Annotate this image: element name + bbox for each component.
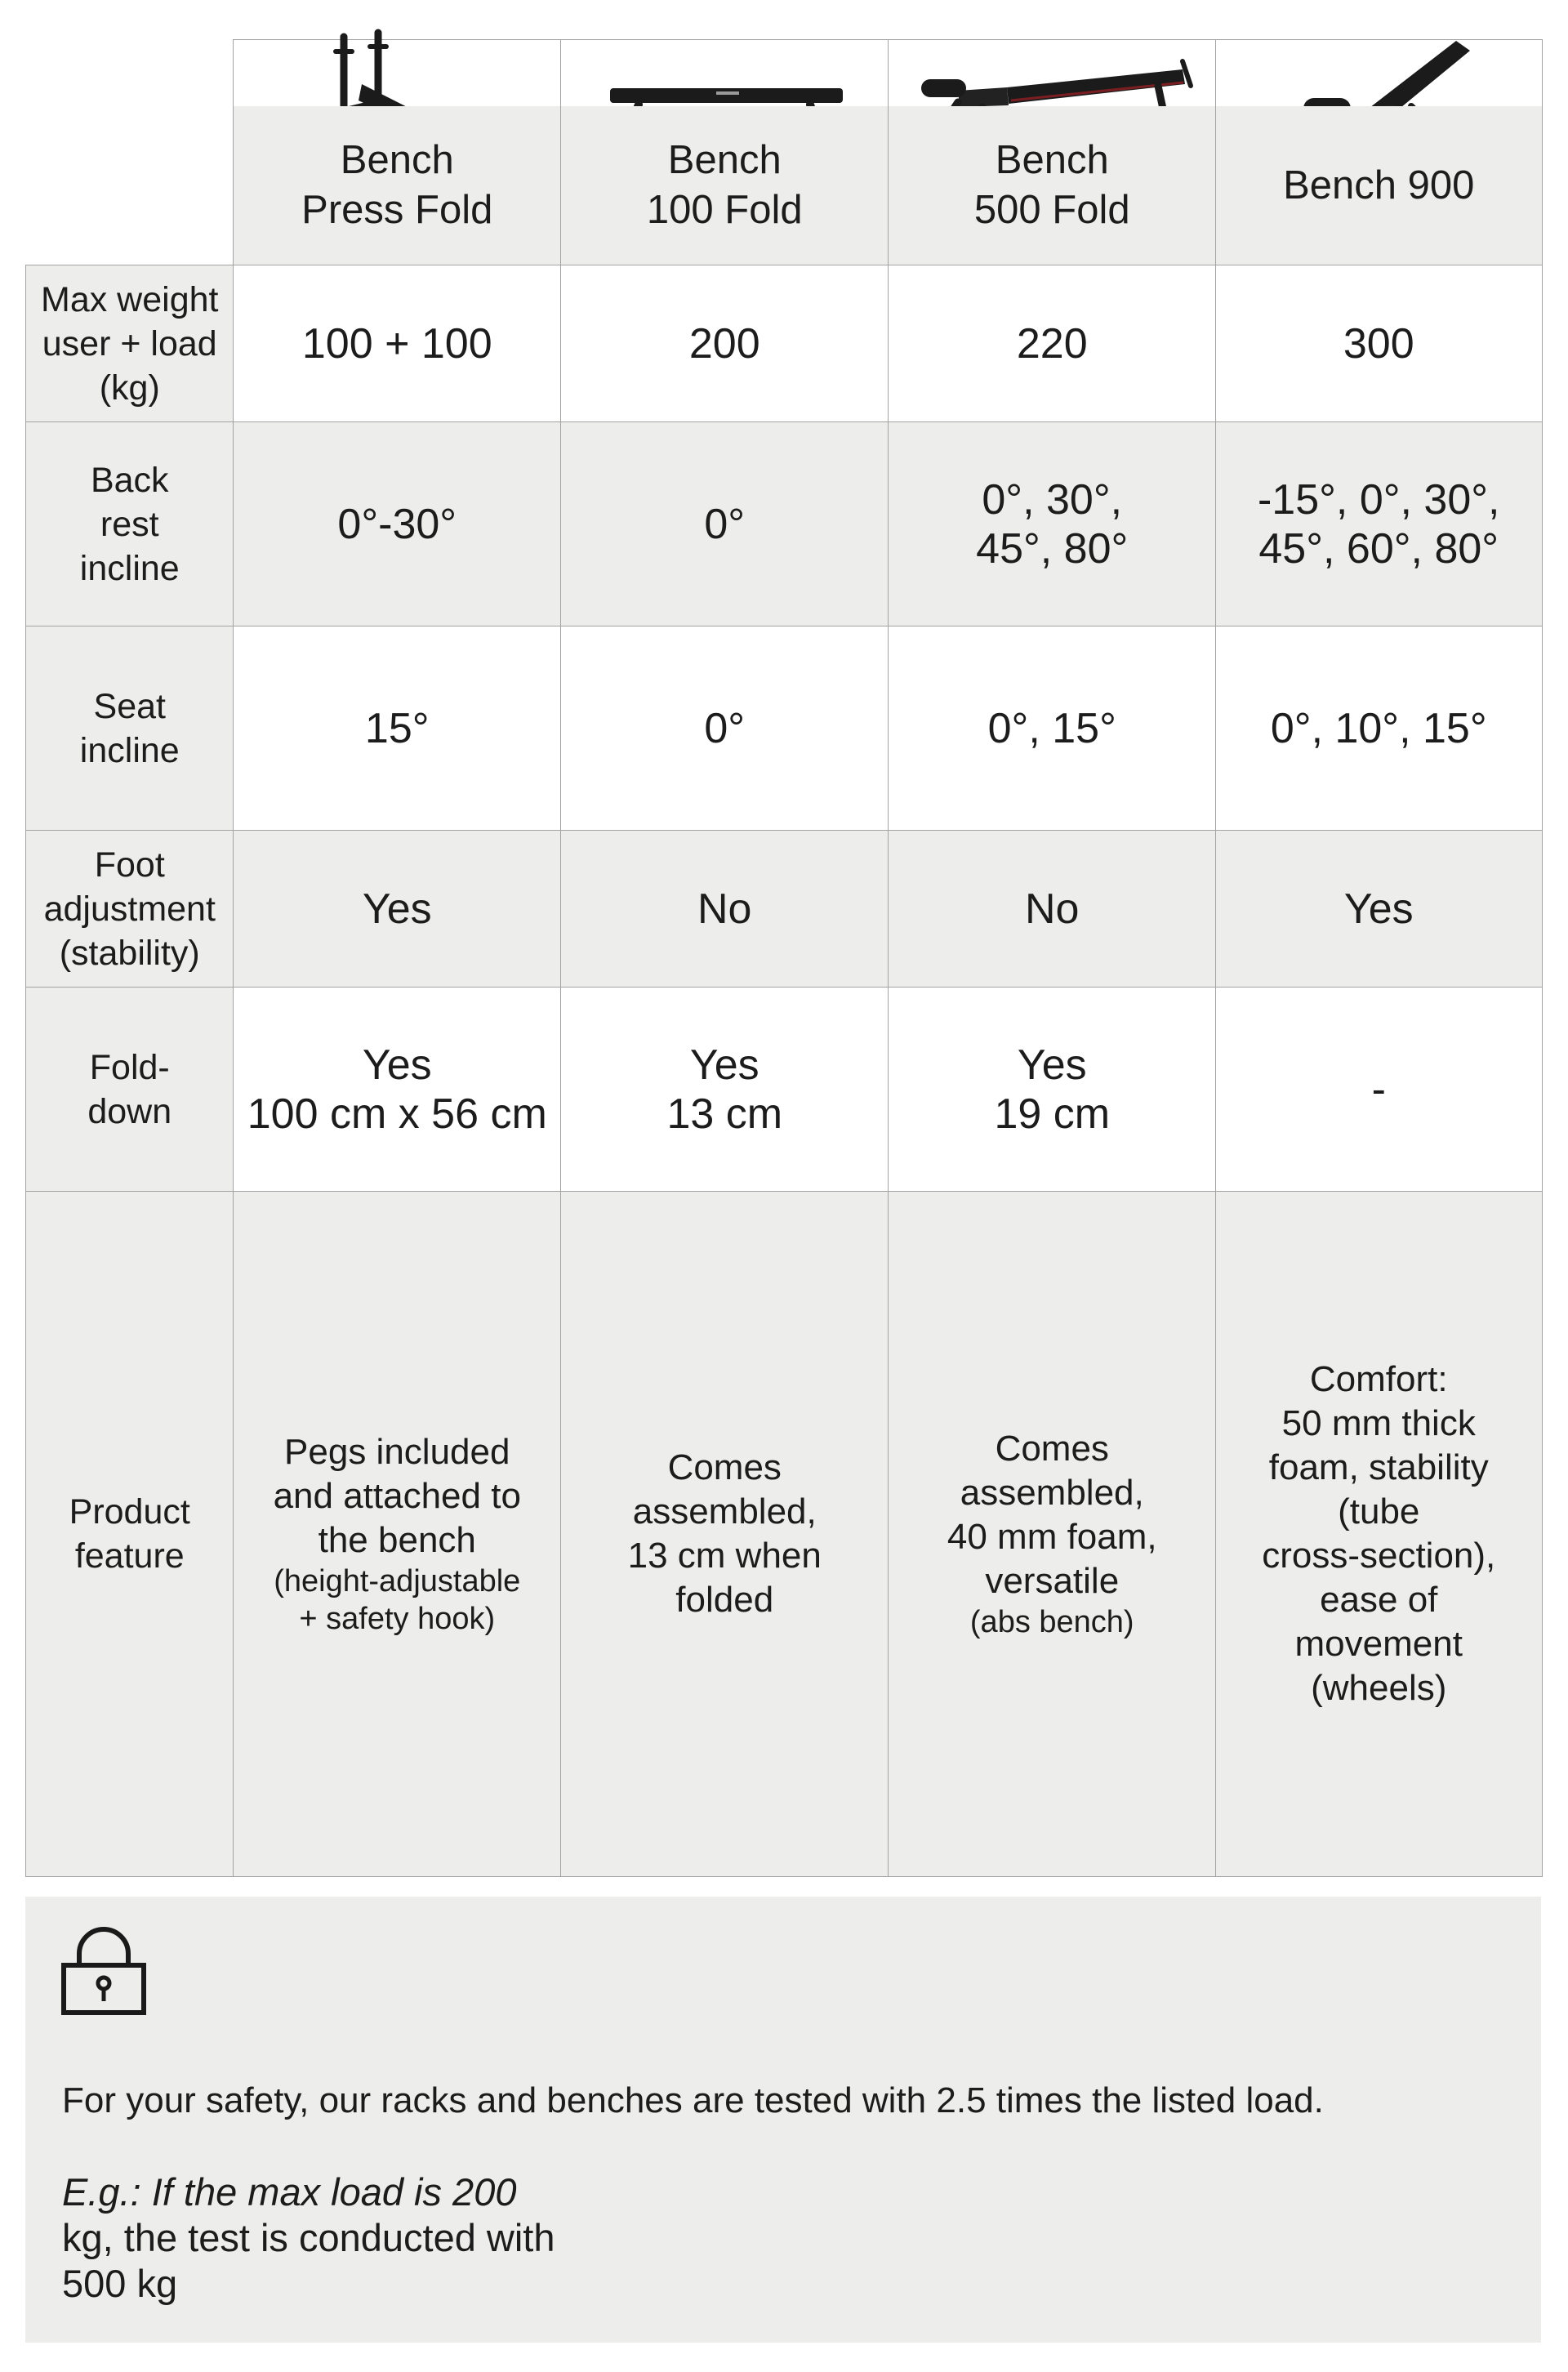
row-label: user + load bbox=[42, 323, 217, 363]
product-name-cell bbox=[233, 106, 562, 266]
product-name: Bench bbox=[995, 138, 1109, 183]
row-label-cell bbox=[25, 265, 234, 423]
spec-value: 200 bbox=[688, 319, 760, 368]
row-label-cell bbox=[25, 1191, 234, 1877]
spec-value: 15° bbox=[364, 704, 430, 752]
spec-value-cell bbox=[1215, 421, 1543, 627]
spec-value: 0° bbox=[704, 704, 746, 752]
safety-example-line: kg, the test is conducted with bbox=[62, 2216, 555, 2259]
product-name: Bench bbox=[340, 138, 454, 183]
row-label: (kg) bbox=[99, 368, 160, 408]
spec-value: 300 bbox=[1343, 319, 1414, 368]
padlock-icon bbox=[61, 1926, 146, 2016]
safety-example-line: 500 kg bbox=[62, 2262, 178, 2305]
row-label: adjustment bbox=[43, 889, 216, 929]
spec-value: - bbox=[1371, 1065, 1386, 1113]
feature-note: + safety hook) bbox=[299, 1601, 496, 1636]
row-label: rest bbox=[100, 504, 159, 544]
spec-value-cell bbox=[560, 626, 889, 832]
spec-value-cell bbox=[1215, 830, 1543, 988]
spec-value-cell bbox=[233, 626, 562, 832]
row-label: (stability) bbox=[59, 933, 200, 973]
feature-text: assembled, bbox=[960, 1472, 1144, 1513]
spec-value-cell bbox=[560, 421, 889, 627]
spec-value-cell bbox=[1215, 987, 1543, 1193]
spec-value: Yes bbox=[362, 885, 432, 933]
spec-value-cell bbox=[560, 265, 889, 423]
row-label-cell bbox=[25, 626, 234, 832]
feature-text: Comes bbox=[995, 1428, 1109, 1469]
feature-text: Pegs included bbox=[284, 1431, 510, 1472]
row-label: feature bbox=[74, 1536, 185, 1576]
row-label: Foot bbox=[94, 845, 165, 885]
row-label: Product bbox=[69, 1491, 190, 1532]
spec-value-cell bbox=[233, 830, 562, 988]
spec-value: No bbox=[1025, 885, 1080, 933]
spec-value: 45°, 60°, 80° bbox=[1258, 524, 1499, 573]
spec-value-cell bbox=[233, 987, 562, 1193]
spec-value: 0°, 30°, bbox=[982, 475, 1123, 524]
feature-value-cell bbox=[888, 1191, 1217, 1877]
spec-value: 0°-30° bbox=[337, 500, 457, 548]
feature-text: movement bbox=[1294, 1623, 1463, 1664]
spec-value-cell bbox=[560, 987, 889, 1193]
feature-text: 40 mm foam, bbox=[947, 1516, 1157, 1557]
spec-value: 19 cm bbox=[994, 1090, 1111, 1138]
spec-value: 45°, 80° bbox=[976, 524, 1129, 573]
spec-value: 0° bbox=[704, 500, 746, 548]
feature-text: ease of bbox=[1320, 1579, 1438, 1620]
feature-value-cell bbox=[1215, 1191, 1543, 1877]
row-label: Max weight bbox=[41, 279, 219, 319]
row-label-cell bbox=[25, 987, 234, 1193]
feature-value-cell bbox=[233, 1191, 562, 1877]
row-label: Fold- bbox=[89, 1047, 170, 1087]
spec-value-cell bbox=[1215, 626, 1543, 832]
feature-text: 13 cm when bbox=[627, 1535, 822, 1576]
feature-text: folded bbox=[675, 1579, 774, 1620]
product-name: Bench 900 bbox=[1283, 163, 1475, 207]
row-label: incline bbox=[79, 548, 180, 588]
row-label-cell bbox=[25, 421, 234, 627]
feature-note: (height-adjustable bbox=[274, 1563, 521, 1598]
spec-value: 100 cm x 56 cm bbox=[247, 1090, 547, 1138]
product-name-cell bbox=[888, 106, 1217, 266]
row-label-cell bbox=[25, 830, 234, 988]
spec-value-cell bbox=[233, 265, 562, 423]
feature-value-cell bbox=[560, 1191, 889, 1877]
safety-statement: For your safety, our racks and benches are tested with 2.5 times the listed load. bbox=[62, 2080, 1324, 2120]
row-label: Back bbox=[90, 460, 169, 500]
spec-value-cell bbox=[888, 421, 1217, 627]
safety-example bbox=[62, 2169, 555, 2307]
spec-value: 100 + 100 bbox=[301, 319, 492, 368]
spec-value: 0°, 15° bbox=[987, 704, 1116, 752]
feature-text: cross-section), bbox=[1262, 1535, 1496, 1576]
feature-text: Comfort: bbox=[1309, 1358, 1448, 1399]
spec-value: Yes bbox=[689, 1041, 760, 1089]
comparison-table bbox=[25, 39, 1541, 1875]
feature-text: Comes bbox=[667, 1447, 782, 1487]
spec-value-cell bbox=[1215, 265, 1543, 423]
spec-value: No bbox=[697, 885, 752, 933]
feature-text: (tube bbox=[1338, 1491, 1420, 1532]
product-name: Press Fold bbox=[301, 188, 493, 233]
feature-text: assembled, bbox=[632, 1491, 817, 1532]
feature-note: (abs bench) bbox=[969, 1604, 1134, 1639]
row-label: down bbox=[87, 1091, 172, 1131]
safety-example-line: E.g.: If the max load is 200 bbox=[62, 2170, 517, 2214]
spec-value-cell bbox=[233, 421, 562, 627]
feature-text: (wheels) bbox=[1311, 1667, 1447, 1708]
product-name: 100 Fold bbox=[646, 188, 803, 233]
row-label: incline bbox=[79, 730, 180, 770]
spec-value-cell bbox=[888, 626, 1217, 832]
feature-text: the bench bbox=[318, 1519, 476, 1560]
spec-value-cell bbox=[560, 830, 889, 988]
feature-text: foam, stability bbox=[1268, 1447, 1489, 1487]
spec-value: Yes bbox=[362, 1041, 432, 1089]
product-name: Bench bbox=[667, 138, 782, 183]
spec-value-cell bbox=[888, 830, 1217, 988]
product-name-cell bbox=[1215, 106, 1543, 266]
product-name: 500 Fold bbox=[973, 188, 1130, 233]
spec-value: 13 cm bbox=[666, 1090, 783, 1138]
spec-value: 0°, 10°, 15° bbox=[1270, 704, 1487, 752]
spec-value: 220 bbox=[1016, 319, 1088, 368]
spec-value-cell bbox=[888, 987, 1217, 1193]
product-name-cell bbox=[560, 106, 889, 266]
feature-text: 50 mm thick bbox=[1281, 1402, 1476, 1443]
spec-value-cell bbox=[888, 265, 1217, 423]
feature-text: versatile bbox=[985, 1560, 1120, 1601]
safety-notice bbox=[25, 1897, 1541, 2343]
spec-value: Yes bbox=[1343, 885, 1414, 933]
feature-text: and attached to bbox=[273, 1475, 521, 1516]
row-label: Seat bbox=[93, 686, 166, 726]
spec-value: -15°, 0°, 30°, bbox=[1257, 475, 1500, 524]
spec-value: Yes bbox=[1017, 1041, 1087, 1089]
